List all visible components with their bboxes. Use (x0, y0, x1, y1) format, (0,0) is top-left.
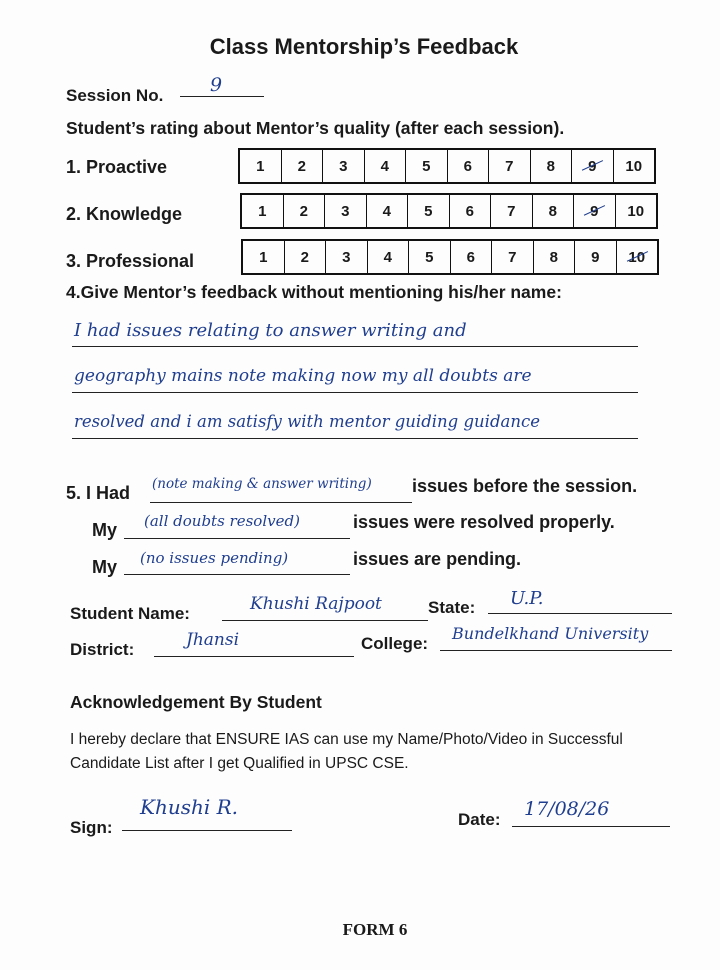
rating-cell-7[interactable]: 7 (492, 241, 534, 273)
signature: Khushi R. (140, 795, 239, 819)
rating-cell-6[interactable]: 6 (448, 150, 490, 182)
session-underline (180, 96, 264, 97)
issues-pending-prefix: My (92, 557, 118, 577)
rating-cell-7[interactable]: 7 (489, 150, 531, 182)
issues-resolved-underline (124, 538, 350, 539)
issues-had-underline (150, 502, 412, 503)
sign-label: Sign: (70, 818, 113, 837)
state-underline (488, 613, 672, 614)
feedback-line-1-rule (72, 346, 638, 347)
feedback-line-3: resolved and i am satisfy with mentor guiding guidance (74, 412, 540, 431)
rating-cell-10[interactable]: 10 (627, 202, 645, 220)
date-label: Date: (458, 810, 501, 829)
rating-cell-3[interactable]: 3 (325, 195, 367, 227)
issues-pending-suffix: issues are pending. (353, 549, 522, 569)
date-underline (512, 826, 670, 827)
student-name-value: Khushi Rajpoot (250, 594, 382, 614)
rating-scale-proactive[interactable] (238, 148, 656, 184)
issues-had-suffix: issues before the session. (412, 476, 638, 496)
rating-cell-8[interactable]: 8 (531, 150, 573, 182)
issues-had-prefix: 5. I Had (66, 483, 131, 503)
rating-cell-7[interactable]: 7 (491, 195, 533, 227)
date-value: 17/08/26 (524, 798, 610, 820)
rating-cell-4[interactable]: 4 (368, 241, 410, 273)
rating-cell-10[interactable]: 10 (617, 241, 658, 273)
rating-scale-knowledge[interactable] (240, 193, 658, 229)
rating-cell-10[interactable]: 10 (625, 157, 643, 175)
rating-cell-5[interactable]: 5 (406, 150, 448, 182)
issues-resolved-suffix: issues were resolved properly. (353, 512, 615, 532)
issues-had-value: (note making & answer writing) (152, 476, 372, 492)
sign-underline (122, 830, 292, 831)
college-underline (440, 650, 672, 651)
feedback-line-2: geography mains note making now my all doubts are (74, 366, 532, 386)
state-label: State: (428, 598, 476, 617)
rating-cell-5[interactable]: 5 (408, 195, 450, 227)
rating-cell-2[interactable]: 2 (282, 150, 324, 182)
district-label: District: (70, 640, 135, 659)
declaration-line-1: I hereby declare that ENSURE IAS can use my Name/Photo/Video in Successful (70, 731, 623, 748)
rating-cell-5[interactable]: 5 (409, 241, 451, 273)
rating-cell-4[interactable]: 4 (365, 150, 407, 182)
student-name-label: Student Name: (70, 604, 190, 623)
issues-pending-value: (no issues pending) (140, 549, 289, 567)
feedback-line-1: I had issues relating to answer writing and (74, 320, 467, 341)
district-underline (154, 656, 354, 657)
form-number: FORM 6 (342, 920, 408, 939)
feedback-heading: 4.Give Mentor’s feedback without mentioning his/her name: (66, 282, 562, 302)
rating-label-professional: 3. Professional (66, 251, 195, 271)
rating-cell-1[interactable]: 1 (242, 195, 284, 227)
feedback-line-2-rule (72, 392, 638, 393)
issues-pending-underline (124, 574, 350, 575)
rating-cell-4[interactable]: 4 (367, 195, 409, 227)
rating-cell-2[interactable]: 2 (285, 241, 327, 273)
rating-heading: Student’s rating about Mentor’s quality (after each session). (66, 118, 565, 138)
rating-cell-9[interactable]: 9 (575, 241, 617, 273)
rating-cell-1[interactable]: 1 (243, 241, 285, 273)
rating-cell-1[interactable]: 1 (240, 150, 282, 182)
rating-cell-9[interactable]: 9 (574, 195, 616, 227)
issues-resolved-value: (all doubts resolved) (144, 512, 300, 530)
state-value: U.P. (510, 588, 544, 609)
issues-resolved-prefix: My (92, 520, 118, 540)
rating-cell-6[interactable]: 6 (450, 195, 492, 227)
rating-cell-3[interactable]: 3 (323, 150, 365, 182)
student-name-underline (222, 620, 428, 621)
rating-cell-2[interactable]: 2 (284, 195, 326, 227)
declaration-line-2: Candidate List after I get Qualified in UPSC CSE. (70, 755, 409, 772)
acknowledgement-heading: Acknowledgement By Student (70, 692, 322, 712)
college-label: College: (361, 634, 429, 653)
rating-label-proactive: 1. Proactive (66, 157, 168, 177)
rating-cell-3[interactable]: 3 (326, 241, 368, 273)
rating-scale-professional[interactable] (241, 239, 659, 275)
rating-cell-8[interactable]: 8 (533, 195, 575, 227)
district-value: Jhansi (186, 630, 240, 650)
form-title: Class Mentorship’s Feedback (209, 34, 519, 59)
college-value: Bundelkhand University (452, 624, 649, 643)
rating-cell-6[interactable]: 6 (451, 241, 493, 273)
session-label: Session No. (66, 86, 164, 105)
feedback-line-3-rule (72, 438, 638, 439)
rating-cell-9[interactable]: 9 (572, 150, 614, 182)
session-value: 9 (210, 74, 223, 96)
rating-cell-8[interactable]: 8 (534, 241, 576, 273)
rating-label-knowledge: 2. Knowledge (66, 204, 183, 224)
